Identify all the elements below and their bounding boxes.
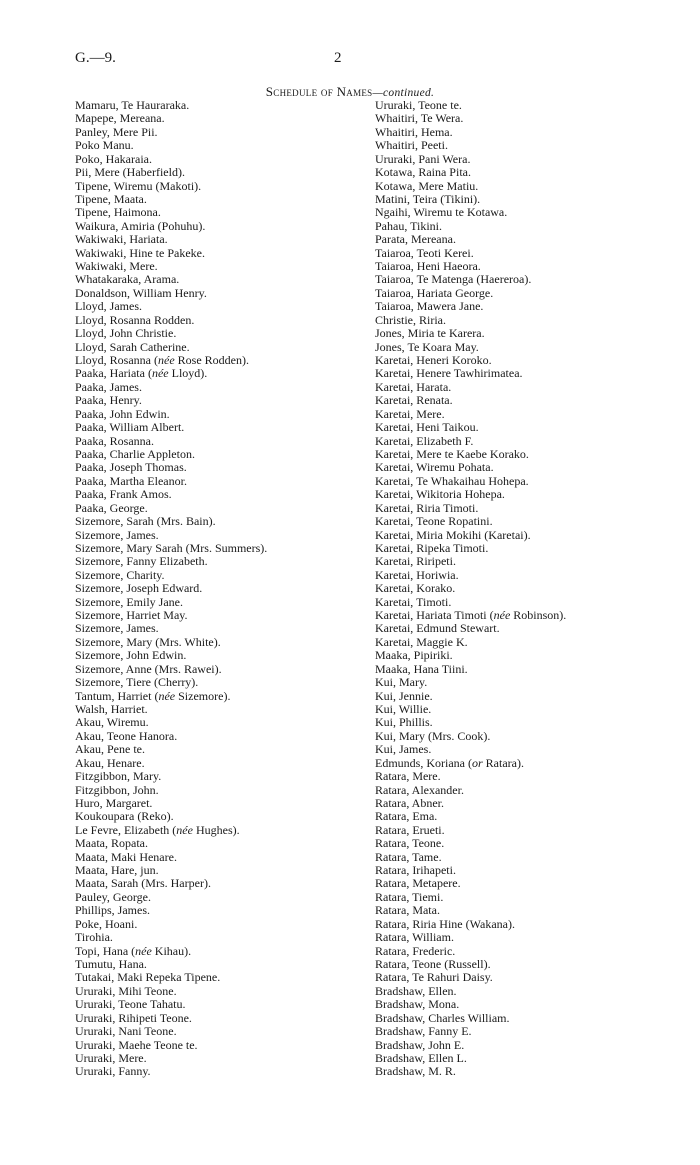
name-entry: Bradshaw, John E.: [375, 1037, 465, 1052]
name-entry: Paaka, Henry.: [75, 393, 142, 408]
name-entry: Matini, Teira (Tikini).: [375, 191, 481, 206]
name-entry: Huro, Margaret.: [75, 795, 153, 810]
name-entry: Tipene, Maata.: [75, 191, 147, 206]
name-entry: Sizemore, James.: [75, 621, 159, 636]
name-entry: Akau, Teone Hanora.: [75, 728, 178, 743]
name-entry: Taiaroa, Te Matenga (Haereroa).: [375, 272, 532, 287]
name-entry: Walsh, Harriet.: [75, 701, 148, 716]
name-entry: Jones, Miria te Karera.: [375, 326, 485, 341]
name-entry: Jones, Te Koara May.: [375, 339, 479, 354]
name-entry: Maaka, Pipiriki.: [375, 648, 453, 663]
name-entry: Poke, Hoani.: [75, 916, 138, 931]
heading-suffix: —continued.: [372, 87, 435, 99]
name-entry: Whaitiri, Te Wera.: [375, 111, 464, 126]
name-entry: Fitzgibbon, John.: [75, 782, 159, 797]
name-entry: Topi, Hana (née Kihau).: [75, 943, 192, 958]
name-entry: Taiaroa, Teoti Kerei.: [375, 245, 474, 260]
name-entry: Karetai, Timoti.: [375, 594, 452, 609]
name-entry: Kui, Willie.: [375, 701, 432, 716]
name-entry: Karetai, Riripeti.: [375, 554, 456, 569]
name-entry: Maata, Maki Henare.: [75, 849, 177, 864]
name-entry: Karetai, Hariata Timoti (née Robinson).: [375, 608, 567, 623]
name-entry: Sizemore, Emily Jane.: [75, 594, 183, 609]
page-reference: G.—9.: [75, 50, 116, 66]
name-entry: Akau, Henare.: [75, 755, 145, 770]
name-entry: Ururaki, Teone Tahatu.: [75, 997, 186, 1012]
name-entry: Parata, Mereana.: [375, 232, 456, 247]
name-entry: Karetai, Edmund Stewart.: [375, 621, 500, 636]
name-entry: Christie, Riria.: [375, 312, 446, 327]
name-entry: Ngaihi, Wiremu te Kotawa.: [375, 205, 508, 220]
name-entry: Sizemore, James.: [75, 527, 159, 542]
name-entry: Ratara, Erueti.: [375, 822, 445, 837]
name-entry: Kotawa, Raina Pita.: [375, 165, 471, 180]
name-entry: Kui, James.: [375, 742, 432, 757]
name-entry: Bradshaw, Fanny E.: [375, 1024, 472, 1039]
name-entry: Sizemore, Harriet May.: [75, 608, 188, 623]
name-entry: Lloyd, John Christie.: [75, 326, 177, 341]
name-entry: Maaka, Hana Tiini.: [375, 661, 468, 676]
name-entry: Lloyd, Rosanna (née Rose Rodden).: [75, 353, 249, 368]
name-entry: Bradshaw, Charles William.: [375, 1010, 510, 1025]
name-entry: Paaka, Rosanna.: [75, 433, 154, 448]
name-entry: Taiaroa, Hariata George.: [375, 285, 494, 300]
name-entry: Kotawa, Mere Matiu.: [375, 178, 479, 193]
heading-main: Schedule of Names: [265, 84, 373, 99]
name-entry: Tantum, Harriet (née Sizemore).: [75, 688, 231, 703]
name-entry: Lloyd, Rosanna Rodden.: [75, 312, 195, 327]
name-entry: Sizemore, Anne (Mrs. Rawei).: [75, 661, 222, 676]
name-entry: Karetai, Maggie K.: [375, 634, 468, 649]
name-entry: Karetai, Ripeka Timoti.: [375, 540, 489, 555]
name-entry: Ratara, Irihapeti.: [375, 863, 456, 878]
name-entry: Pahau, Tikini.: [375, 218, 443, 233]
name-entry: Paaka, George.: [75, 500, 148, 515]
name-entry: Lloyd, Sarah Catherine.: [75, 339, 190, 354]
name-entry: Ratara, Teone (Russell).: [375, 957, 491, 971]
name-entry: Ratara, Frederic.: [375, 943, 456, 958]
name-entry: Ratara, William.: [375, 930, 454, 945]
name-entry: Pii, Mere (Haberfield).: [75, 165, 185, 180]
name-entry: Ururaki, Nani Teone.: [75, 1024, 177, 1039]
name-entry: Paaka, Charlie Appleton.: [75, 446, 195, 461]
name-entry: Ururaki, Pani Wera.: [375, 151, 471, 166]
name-entry: Karetai, Henere Tawhirimatea.: [375, 366, 523, 381]
name-entry: Bradshaw, Ellen.: [375, 983, 457, 998]
name-entry: Karetai, Harata.: [375, 379, 452, 394]
name-entry: Waikura, Amiria (Pohuhu).: [75, 218, 206, 233]
name-entry: Maata, Ropata.: [75, 836, 148, 851]
name-entry: Karetai, Teone Ropatini.: [375, 514, 493, 529]
name-entry: Paaka, Joseph Thomas.: [75, 460, 187, 475]
name-entry: Mamaru, Te Hauraraka.: [75, 98, 190, 112]
name-entry: Paaka, James.: [75, 379, 142, 394]
name-entry: Sizemore, Fanny Elizabeth.: [75, 554, 208, 569]
name-entry: Taiaroa, Mawera Jane.: [375, 299, 484, 314]
name-entry: Sizemore, Joseph Edward.: [75, 581, 203, 596]
name-entry: Kui, Jennie.: [375, 688, 433, 703]
name-entry: Kui, Mary (Mrs. Cook).: [375, 728, 491, 743]
name-entry: Sizemore, Mary Sarah (Mrs. Summers).: [75, 540, 268, 555]
name-entry: Maata, Sarah (Mrs. Harper).: [75, 876, 211, 891]
name-entry: Karetai, Heneri Koroko.: [375, 353, 492, 368]
page-number: 2: [334, 50, 342, 66]
name-entry: Ratara, Tame.: [375, 849, 442, 864]
name-entry: Ururaki, Maehe Teone te.: [75, 1037, 198, 1052]
name-entry: Tipene, Haimona.: [75, 205, 161, 220]
name-entry: Karetai, Miria Mokihi (Karetai).: [375, 527, 531, 542]
name-entry: Ratara, Teone.: [375, 836, 445, 851]
name-entry: Tumutu, Hana.: [75, 957, 147, 971]
name-entry: Sizemore, Sarah (Mrs. Bain).: [75, 514, 216, 529]
name-entry: Poko Manu.: [75, 138, 134, 153]
name-entry: Kui, Phillis.: [375, 715, 433, 730]
name-entry: Wakiwaki, Mere.: [75, 259, 158, 274]
name-entry: Ratara, Abner.: [375, 795, 444, 810]
name-entry: Tirohia.: [75, 930, 113, 945]
name-entry: Karetai, Wikitoria Hohepa.: [375, 487, 505, 502]
name-entry: Sizemore, Charity.: [75, 567, 165, 582]
name-entry: Phillips, James.: [75, 903, 151, 918]
name-entry: Lloyd, James.: [75, 299, 142, 314]
name-entry: Ratara, Tiemi.: [375, 889, 444, 904]
name-entry: Ratara, Ema.: [375, 809, 438, 824]
name-entry: Karetai, Wiremu Pohata.: [375, 460, 494, 475]
name-entry: Sizemore, John Edwin.: [75, 648, 187, 663]
name-entry: Whaitiri, Hema.: [375, 124, 453, 139]
name-entry: Ratara, Alexander.: [375, 782, 464, 797]
name-entry: Akau, Wiremu.: [75, 715, 149, 730]
name-entry: Whatakaraka, Arama.: [75, 272, 180, 287]
name-entry: Edmunds, Koriana (or Ratara).: [375, 755, 524, 770]
name-entry: Karetai, Horiwia.: [375, 567, 459, 582]
name-entry: Ratara, Riria Hine (Wakana).: [375, 916, 515, 931]
name-entry: Ururaki, Mere.: [75, 1050, 147, 1065]
name-entry: Ururaki, Mihi Teone.: [75, 983, 177, 998]
name-entry: Ratara, Mere.: [375, 769, 441, 784]
name-entry: Paaka, Martha Eleanor.: [75, 473, 187, 488]
name-entry: Panley, Mere Pii.: [75, 124, 158, 139]
name-entry: Ratara, Te Rahuri Daisy.: [375, 970, 493, 985]
name-entry: Ururaki, Rihipeti Teone.: [75, 1010, 192, 1025]
name-entry: Paaka, John Edwin.: [75, 406, 170, 421]
name-entry: Sizemore, Tiere (Cherry).: [75, 675, 199, 690]
names-column-right: [375, 99, 685, 1079]
name-entry: Fitzgibbon, Mary.: [75, 769, 162, 784]
name-entry: Karetai, Renata.: [375, 393, 453, 408]
name-entry: Bradshaw, Mona.: [375, 997, 460, 1012]
name-entry: Ratara, Metapere.: [375, 876, 461, 891]
name-entry: Karetai, Heni Taikou.: [375, 420, 479, 435]
name-entry: Paaka, Frank Amos.: [75, 487, 172, 502]
name-entry: Koukoupara (Reko).: [75, 809, 174, 824]
name-entry: Karetai, Elizabeth F.: [375, 433, 474, 448]
name-entry: Pauley, George.: [75, 889, 151, 904]
name-entry: Maata, Hare, jun.: [75, 863, 159, 878]
name-entry: Akau, Pene te.: [75, 742, 145, 757]
name-entry: Donaldson, William Henry.: [75, 285, 207, 300]
name-entry: Karetai, Mere te Kaebe Korako.: [375, 446, 529, 461]
name-entry: Paaka, William Albert.: [75, 420, 185, 435]
name-entry: Ratara, Mata.: [375, 903, 440, 918]
name-entry: Tutakai, Maki Repeka Tipene.: [75, 970, 221, 985]
name-entry: Bradshaw, M. R.: [375, 1064, 456, 1079]
name-entry: Taiaroa, Heni Haeora.: [375, 259, 481, 274]
name-entry: Ururaki, Fanny.: [75, 1064, 151, 1079]
name-entry: Karetai, Korako.: [375, 581, 456, 596]
name-entry: Bradshaw, Ellen L.: [375, 1050, 467, 1065]
name-entry: Wakiwaki, Hine te Pakeke.: [75, 245, 205, 260]
names-column-left: [75, 99, 365, 1079]
name-entry: Wakiwaki, Hariata.: [75, 232, 168, 247]
name-entry: Paaka, Hariata (née Lloyd).: [75, 366, 208, 381]
name-entry: Tipene, Wiremu (Makoti).: [75, 178, 202, 193]
name-entry: Karetai, Riria Timoti.: [375, 500, 479, 515]
name-entry: Poko, Hakaraia.: [75, 151, 152, 166]
name-entry: Whaitiri, Peeti.: [375, 138, 448, 153]
name-entry: Le Fevre, Elizabeth (née Hughes).: [75, 822, 240, 837]
name-entry: Karetai, Te Whakaihau Hohepa.: [375, 473, 529, 488]
name-entry: Ururaki, Teone te.: [375, 98, 462, 112]
name-entry: Kui, Mary.: [375, 675, 428, 690]
name-entry: Mapepe, Mereana.: [75, 111, 165, 126]
name-entry: Karetai, Mere.: [375, 406, 445, 421]
name-entry: Sizemore, Mary (Mrs. White).: [75, 634, 221, 649]
